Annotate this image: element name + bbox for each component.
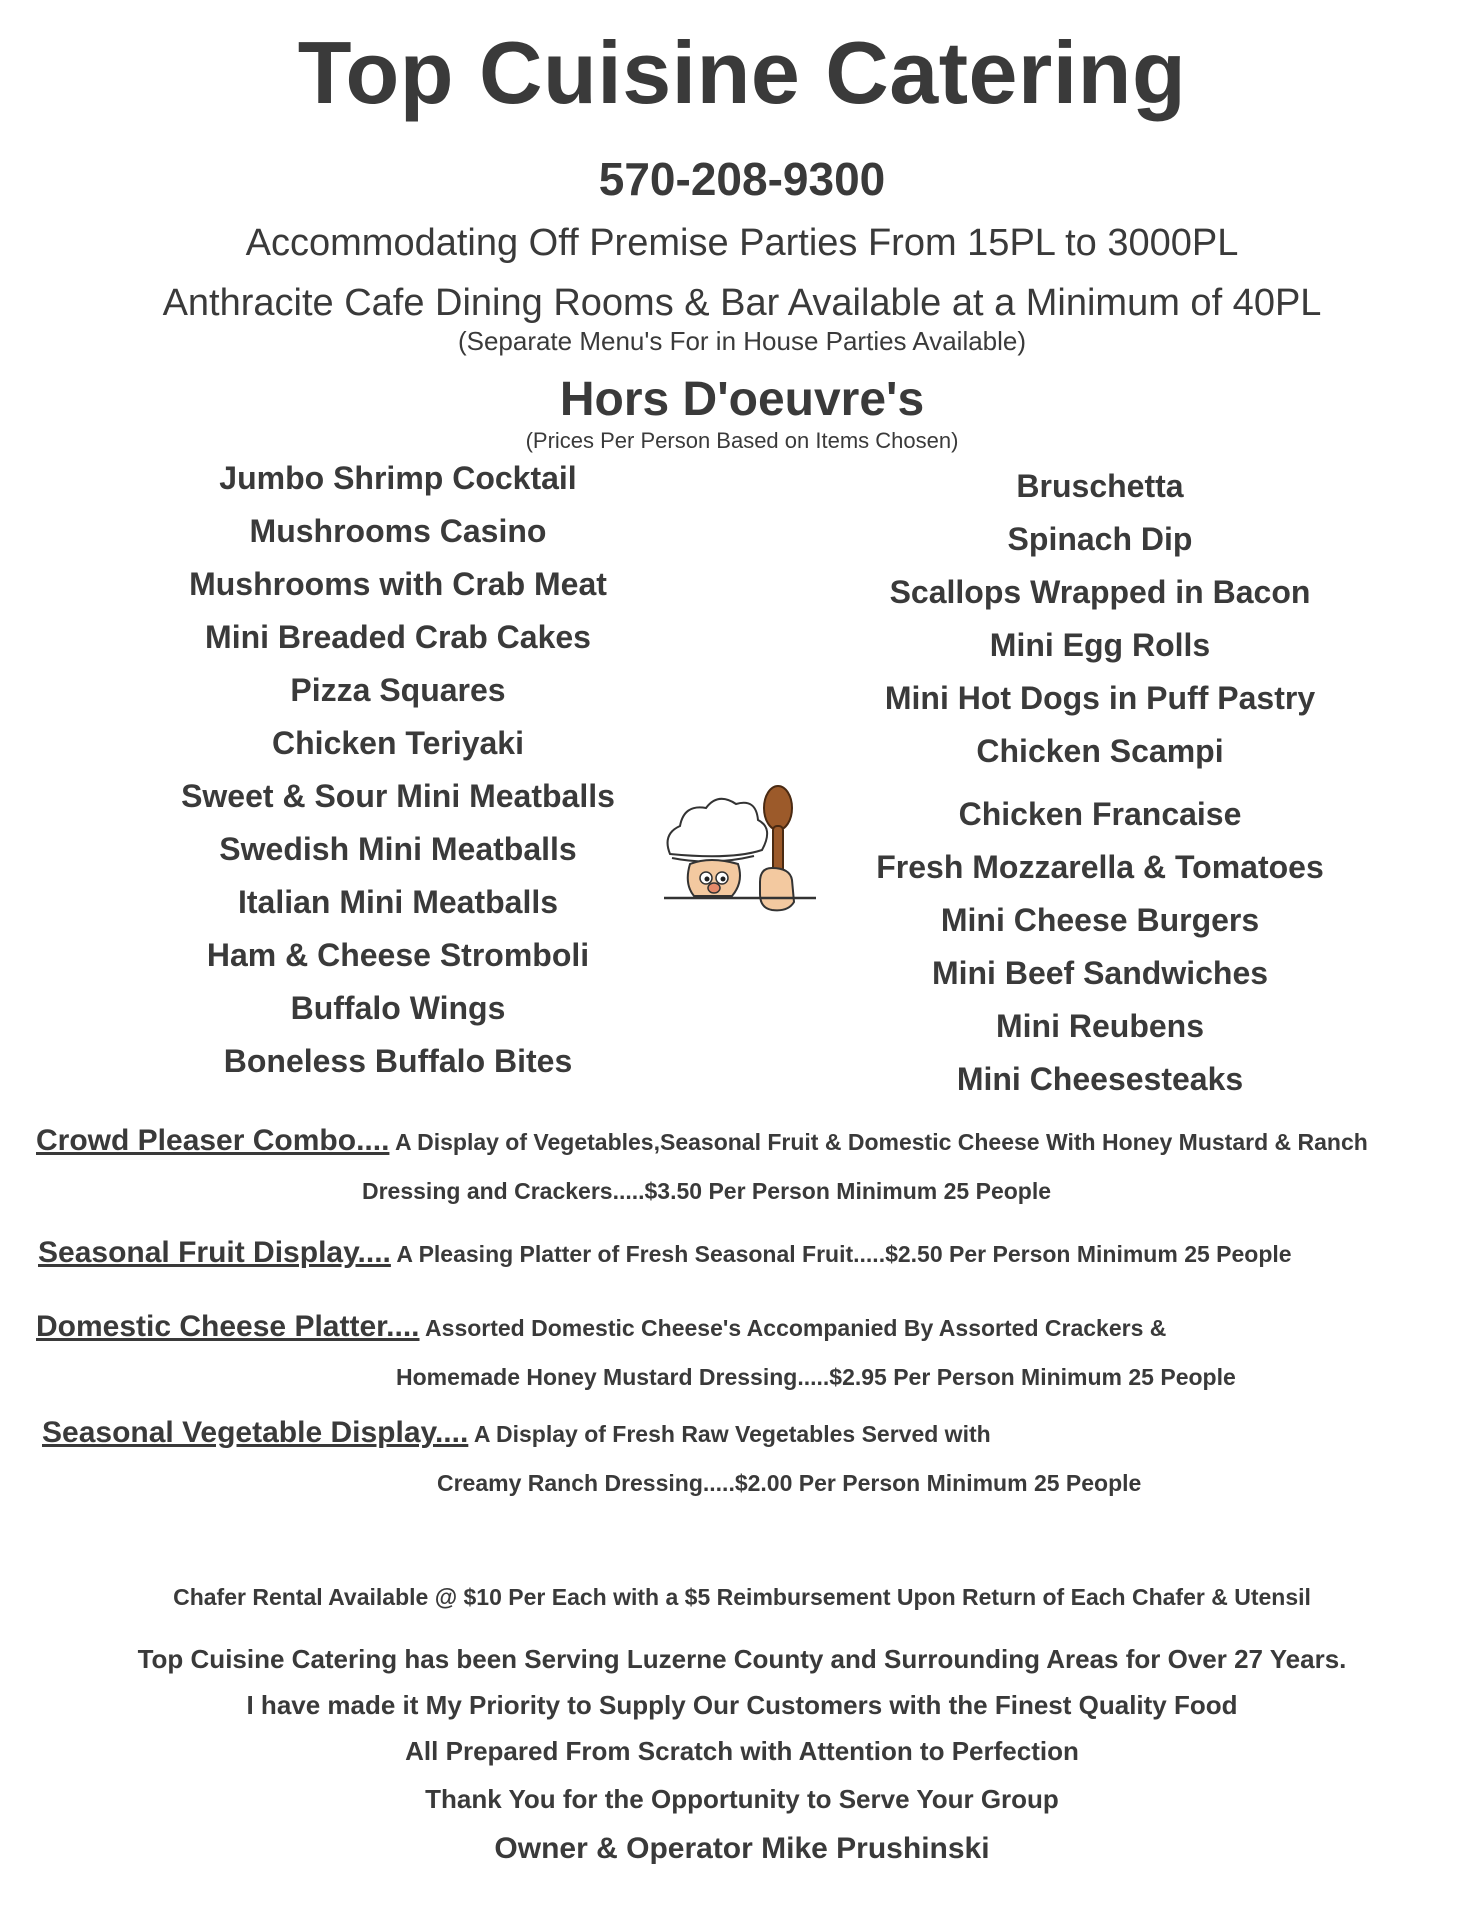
menu-item: Mushrooms with Crab Meat: [189, 566, 607, 602]
menu-item: Buffalo Wings: [290, 990, 506, 1026]
display-description: Assorted Domestic Cheese's Accompanied By Assorted Crackers &: [419, 1315, 1167, 1341]
display-description: A Display of Vegetables,Seasonal Fruit & Domestic Cheese With Honey Mustard & Ranch: [389, 1129, 1368, 1155]
menu-item: Mini Reubens: [995, 1008, 1204, 1044]
chafer-rental-note: Chafer Rental Available @ $10 Per Each with a $5 Reimbursement Upon Return of Each Chafer & Utensil: [173, 1584, 1311, 1610]
menu-item: Mini Cheesesteaks: [956, 1061, 1244, 1097]
page-title: Top Cuisine Catering: [297, 23, 1187, 122]
menu-item: Mini Beef Sandwiches: [931, 955, 1269, 991]
seasonal-fruit-display: [38, 1236, 1292, 1270]
menu-item: Pizza Squares: [290, 672, 506, 708]
menu-item: Chicken Teriyaki: [272, 725, 524, 761]
about-line: Top Cuisine Catering has been Serving Luzerne County and Surrounding Areas for Over 27 Years.: [137, 1644, 1347, 1674]
party-size-line: Accommodating Off Premise Parties From 15PL to 3000PL: [245, 222, 1239, 264]
menu-item: Mini Breaded Crab Cakes: [205, 619, 591, 655]
domestic-cheese-platter: [36, 1310, 1166, 1344]
pricing-note: (Prices Per Person Based on Items Chosen): [525, 428, 959, 453]
phone-number: 570-208-9300: [598, 153, 886, 205]
display-description: A Display of Fresh Raw Vegetables Served with: [468, 1421, 991, 1447]
chef-with-spoon-icon: [660, 782, 820, 932]
menu-item: Jumbo Shrimp Cocktail: [219, 460, 577, 496]
domestic-cheese-price: Homemade Honey Mustard Dressing.....$2.95 Per Person Minimum 25 People: [396, 1364, 1236, 1390]
dining-rooms-line: Anthracite Cafe Dining Rooms & Bar Available at a Minimum of 40PL: [162, 282, 1322, 324]
display-name: Seasonal Fruit Display....: [38, 1236, 391, 1269]
crowd-pleaser-price: Dressing and Crackers.....$3.50 Per Person Minimum 25 People: [362, 1178, 1052, 1204]
crowd-pleaser-combo: [36, 1124, 1368, 1158]
menu-item: Scallops Wrapped in Bacon: [889, 574, 1311, 610]
menu-item: Mushrooms Casino: [249, 513, 547, 549]
menu-item: Boneless Buffalo Bites: [223, 1043, 573, 1079]
about-line: All Prepared From Scratch with Attention to Perfection: [405, 1736, 1079, 1766]
display-description: A Pleasing Platter of Fresh Seasonal Fruit.....$2.50 Per Person Minimum 25 People: [390, 1241, 1292, 1267]
display-name: Domestic Cheese Platter....: [36, 1310, 420, 1343]
menu-item: Mini Hot Dogs in Puff Pastry: [884, 680, 1316, 716]
menu-item: Mini Egg Rolls: [989, 627, 1211, 663]
menu-item: Spinach Dip: [1007, 521, 1193, 557]
owner-line: Owner & Operator Mike Prushinski: [494, 1832, 990, 1865]
menu-item: Mini Cheese Burgers: [940, 902, 1260, 938]
about-line: I have made it My Priority to Supply Our Customers with the Finest Quality Food: [246, 1690, 1238, 1720]
display-name: Seasonal Vegetable Display....: [42, 1416, 469, 1449]
menu-item: Fresh Mozzarella & Tomatoes: [876, 849, 1324, 885]
menu-item: Chicken Scampi: [976, 733, 1224, 769]
menu-item: Bruschetta: [1016, 468, 1184, 504]
hors-doeuvres-heading: Hors D'oeuvre's: [559, 373, 925, 426]
menu-item: Chicken Francaise: [958, 796, 1242, 832]
separate-menu-note: (Separate Menu's For in House Parties Available): [457, 326, 1027, 356]
hors-doeuvres-right-column: [820, 460, 1380, 1106]
display-name: Crowd Pleaser Combo....: [36, 1124, 390, 1157]
seasonal-vegetable-display: [42, 1416, 991, 1450]
hors-doeuvres-left-column: [118, 452, 678, 1088]
about-line: Thank You for the Opportunity to Serve Your Group: [425, 1784, 1059, 1814]
menu-item: Ham & Cheese Stromboli: [206, 937, 590, 973]
menu-item: Italian Mini Meatballs: [237, 884, 559, 920]
menu-item: Sweet & Sour Mini Meatballs: [181, 778, 615, 814]
seasonal-vegetable-price: Creamy Ranch Dressing.....$2.00 Per Person Minimum 25 People: [437, 1470, 1142, 1496]
menu-item: Swedish Mini Meatballs: [219, 831, 577, 867]
